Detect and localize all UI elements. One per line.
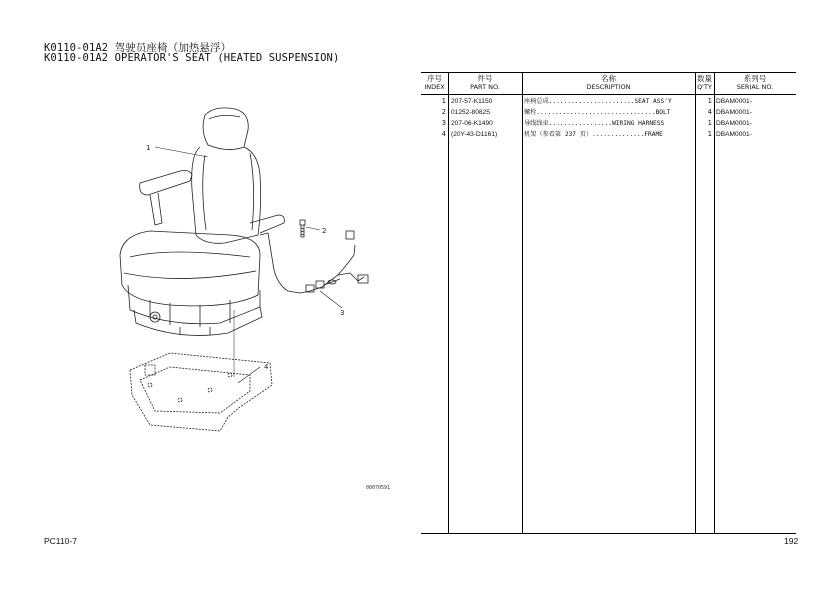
row-qty: 1 — [707, 130, 712, 138]
row-part-no: (20Y-43-D1161) — [451, 131, 498, 138]
row-part-no: 207-06-K1490 — [451, 120, 493, 127]
callout-2: 2 — [322, 227, 327, 235]
row-serial: DBAM0001- — [716, 131, 752, 138]
row-serial: DBAM0001- — [716, 120, 752, 127]
row-part-no: 01252-80825 — [451, 109, 490, 116]
table-row — [421, 96, 796, 107]
row-description: 螺栓................................BOLT — [524, 109, 671, 116]
row-description: 机架（参看第 237 页）..............FRAME — [524, 131, 663, 138]
headrest — [203, 108, 248, 150]
row-part-no: 207-57-K1150 — [451, 98, 493, 105]
bolt-icon — [300, 220, 305, 237]
column-header-serial-no: 系列号 SERIAL NO. — [736, 74, 774, 91]
parts-table — [421, 72, 796, 534]
column-header-index: 序号 INDEX — [424, 74, 445, 91]
row-description: 导线线束.................WIRING HARNESS — [524, 120, 665, 127]
row-serial: DBAM0001- — [716, 109, 752, 116]
page-title-english: K0110-01A2 OPERATOR'S SEAT (HEATED SUSPENSION) — [44, 52, 340, 64]
row-qty: 4 — [707, 108, 712, 116]
wiring-harness — [300, 231, 368, 293]
row-description: 座椅总成.......................SEAT ASS'Y — [524, 98, 672, 105]
row-index: 4 — [441, 130, 446, 138]
page-number: 192 — [784, 536, 799, 546]
callout-3: 3 — [340, 309, 345, 317]
row-index: 3 — [441, 119, 446, 127]
table-row — [421, 118, 796, 129]
model-label: PC110-7 — [44, 536, 77, 546]
column-header-qty: 数量 Q'TY — [697, 74, 712, 91]
table-row — [421, 129, 796, 140]
row-serial: DBAM0001- — [716, 98, 752, 105]
table-row — [421, 107, 796, 118]
seat-exploded-illustration — [110, 95, 410, 505]
armrest-left — [140, 171, 192, 196]
armrest-right — [250, 215, 284, 233]
callout-4: 4 — [264, 363, 269, 371]
image-code: 00070591 — [366, 485, 391, 491]
row-index: 1 — [441, 97, 446, 105]
suspension-base — [128, 285, 260, 324]
row-qty: 1 — [707, 97, 712, 105]
page-title-chinese: K0110-01A2 驾驶员座椅（加热悬浮） — [44, 42, 232, 54]
column-header-part-no: 件号 PART NO. — [470, 74, 500, 91]
seat-cushion — [120, 231, 260, 306]
column-header-description: 名称 DESCRIPTION — [586, 74, 631, 91]
frame-plate — [130, 353, 272, 431]
backrest — [192, 147, 261, 243]
row-qty: 1 — [707, 119, 712, 127]
row-index: 2 — [441, 108, 446, 116]
callout-1: 1 — [146, 144, 151, 152]
